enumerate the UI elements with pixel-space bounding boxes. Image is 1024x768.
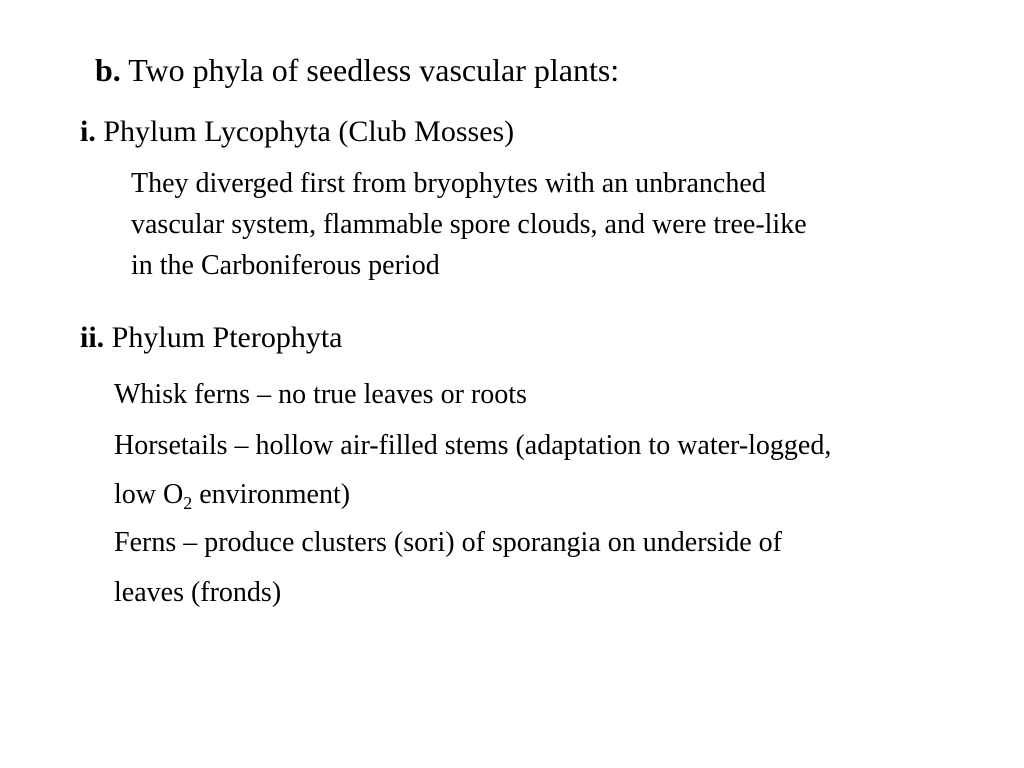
section-ii-title-text: Phylum Pterophyta xyxy=(104,321,343,354)
section-i-description-line: vascular system, flammable spore clouds, and were tree-like xyxy=(131,209,807,240)
slide-heading xyxy=(95,54,619,86)
heading-text: Two phyla of seedless vascular plants: xyxy=(120,52,620,88)
section-i-description-line: They diverged first from bryophytes with an unbranched xyxy=(131,168,766,199)
horsetails-line2-post: environment) xyxy=(192,479,351,510)
horsetails-item-line1: Horsetails – hollow air-filled stems (adaptation to water-logged, xyxy=(114,430,832,461)
section-i-description-line: in the Carboniferous period xyxy=(131,250,440,281)
section-ii-title xyxy=(80,323,343,353)
section-i-description xyxy=(131,163,991,286)
ferns-item-line2: leaves (fronds) xyxy=(114,577,282,608)
ferns-item-line1: Ferns – produce clusters (sori) of sporangia on underside of xyxy=(114,527,782,558)
horsetails-line2-pre: low O xyxy=(114,479,184,510)
oxygen-subscript: 2 xyxy=(183,493,193,513)
section-i-marker: i. xyxy=(80,115,96,148)
section-i-title-text: Phylum Lycophyta (Club Mosses) xyxy=(95,115,515,148)
heading-marker: b. xyxy=(95,52,121,88)
horsetails-item-line2 xyxy=(114,479,351,513)
whisk-ferns-item: Whisk ferns – no true leaves or roots xyxy=(114,379,527,410)
section-i-title xyxy=(80,117,514,147)
section-ii-marker: ii. xyxy=(80,321,105,354)
